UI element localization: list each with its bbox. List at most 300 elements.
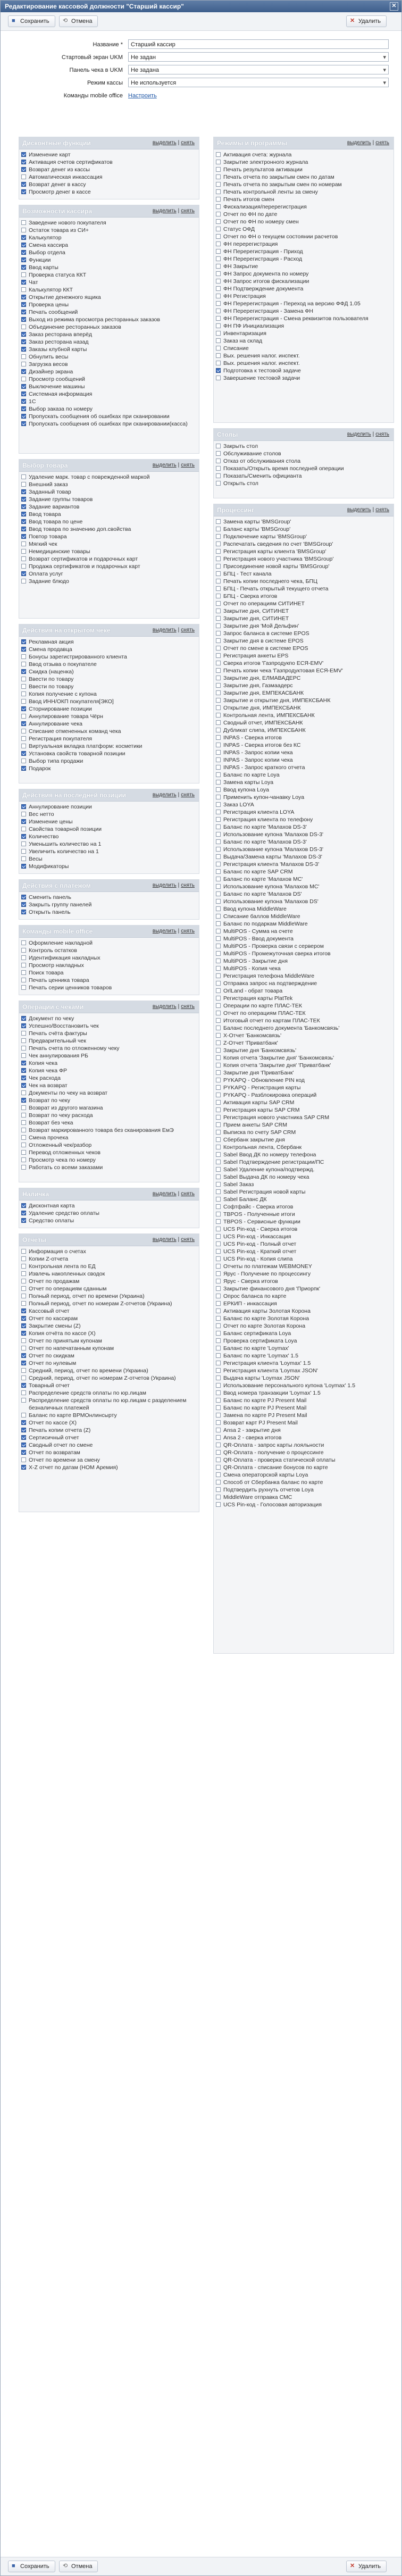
permission-checkbox[interactable] [21,384,26,389]
permission-item[interactable] [216,1434,393,1441]
permission-item[interactable] [216,801,393,808]
permission-checkbox[interactable] [21,677,26,681]
permission-checkbox[interactable] [216,1241,221,1246]
delete-button-bottom[interactable] [346,2561,387,2572]
permission-checkbox[interactable] [216,1420,221,1425]
permission-item[interactable] [216,660,393,667]
permission-item[interactable] [216,600,393,607]
permission-checkbox[interactable] [21,1443,26,1447]
permission-checkbox[interactable] [21,1279,26,1283]
permission-checkbox[interactable] [216,1465,221,1470]
permission-item[interactable] [216,615,393,622]
permission-checkbox[interactable] [21,729,26,733]
permission-item[interactable] [216,166,393,173]
permission-checkbox[interactable] [21,639,26,644]
permission-item[interactable] [216,1203,393,1211]
permission-item[interactable] [21,294,199,301]
deselect-all-link[interactable]: снять [375,140,389,146]
permission-checkbox[interactable] [21,647,26,652]
permission-item[interactable] [21,1412,199,1419]
permission-checkbox[interactable] [21,287,26,292]
permission-item[interactable] [216,1002,393,1010]
permission-item[interactable] [21,1134,199,1141]
permission-item[interactable] [216,898,393,905]
permission-checkbox[interactable] [216,832,221,837]
permission-checkbox[interactable] [21,1457,26,1462]
permission-checkbox[interactable] [21,152,26,157]
permission-checkbox[interactable] [216,1078,221,1082]
permission-item[interactable] [21,166,199,173]
select-all-link[interactable]: выделить [152,1191,177,1197]
permission-item[interactable] [216,1010,393,1017]
permission-checkbox[interactable] [216,899,221,904]
permission-item[interactable] [216,1218,393,1226]
permission-item[interactable] [216,1039,393,1047]
permission-checkbox[interactable] [216,1204,221,1209]
permission-checkbox[interactable] [21,527,26,531]
permission-checkbox[interactable] [21,955,26,960]
permission-item[interactable] [21,1045,199,1052]
permission-item[interactable] [216,563,393,570]
permission-item[interactable] [21,1449,199,1456]
permission-checkbox[interactable] [216,338,221,343]
permission-checkbox[interactable] [21,804,26,809]
permission-item[interactable] [21,1389,199,1397]
select-all-link[interactable]: выделить [152,140,177,146]
permission-checkbox[interactable] [21,834,26,839]
permission-item[interactable] [21,249,199,256]
permission-checkbox[interactable] [216,705,221,710]
permission-checkbox[interactable] [216,884,221,889]
deselect-all-link[interactable]: снять [181,1237,195,1243]
permission-checkbox[interactable] [216,249,221,254]
permission-checkbox[interactable] [216,264,221,269]
permission-item[interactable] [21,690,199,698]
permission-checkbox[interactable] [216,204,221,209]
permission-checkbox[interactable] [21,332,26,337]
permission-item[interactable] [21,555,199,563]
permission-item[interactable] [216,1114,393,1121]
permission-item[interactable] [21,398,199,405]
permission-checkbox[interactable] [216,519,221,524]
permission-checkbox[interactable] [216,444,221,448]
permission-item[interactable] [21,757,199,765]
permission-item[interactable] [21,1089,199,1097]
permission-checkbox[interactable] [216,929,221,933]
permission-checkbox[interactable] [216,795,221,799]
permission-checkbox[interactable] [216,743,221,747]
permission-item[interactable] [21,1300,199,1307]
permission-checkbox[interactable] [216,271,221,276]
permission-item[interactable] [216,764,393,771]
permission-checkbox[interactable] [216,174,221,179]
permission-checkbox[interactable] [216,571,221,576]
permission-item[interactable] [21,376,199,383]
permission-item[interactable] [21,1345,199,1352]
permission-item[interactable] [216,248,393,255]
permission-checkbox[interactable] [21,684,26,689]
permission-checkbox[interactable] [21,1420,26,1425]
permission-checkbox[interactable] [216,1249,221,1254]
permission-item[interactable] [21,698,199,705]
permission-item[interactable] [21,743,199,750]
permission-item[interactable] [21,1382,199,1389]
permission-item[interactable] [216,749,393,756]
permission-checkbox[interactable] [21,512,26,516]
permission-checkbox[interactable] [216,623,221,628]
permission-checkbox[interactable] [21,940,26,945]
permission-checkbox[interactable] [216,601,221,606]
permission-checkbox[interactable] [21,295,26,299]
permission-checkbox[interactable] [21,579,26,583]
permission-item[interactable] [216,987,393,995]
permission-item[interactable] [216,1322,393,1330]
permission-checkbox[interactable] [21,1308,26,1313]
permission-checkbox[interactable] [21,354,26,359]
permission-checkbox[interactable] [21,160,26,164]
permission-checkbox[interactable] [216,1122,221,1127]
permission-item[interactable] [216,472,393,480]
permission-item[interactable] [21,1427,199,1434]
permission-checkbox[interactable] [216,772,221,777]
permission-item[interactable] [21,1419,199,1427]
permission-checkbox[interactable] [216,906,221,911]
permission-checkbox[interactable] [216,676,221,680]
permission-item[interactable] [216,1486,393,1494]
permission-checkbox[interactable] [216,668,221,673]
permission-item[interactable] [21,1217,199,1224]
permission-checkbox[interactable] [21,339,26,344]
permission-item[interactable] [216,630,393,637]
permission-item[interactable] [21,368,199,376]
name-input[interactable]: Старший кассир [128,39,389,49]
permission-checkbox[interactable] [21,414,26,419]
permission-checkbox[interactable] [21,310,26,314]
permission-checkbox[interactable] [21,766,26,771]
permission-item[interactable] [216,727,393,734]
permission-item[interactable] [216,1144,393,1151]
permission-checkbox[interactable] [216,1457,221,1462]
permission-checkbox[interactable] [216,720,221,725]
permission-item[interactable] [216,1181,393,1188]
permission-checkbox[interactable] [216,376,221,380]
permission-item[interactable] [216,1248,393,1255]
permission-checkbox[interactable] [216,1093,221,1097]
permission-checkbox[interactable] [21,970,26,975]
permission-checkbox[interactable] [216,1026,221,1030]
permission-item[interactable] [21,855,199,863]
permission-checkbox[interactable] [21,369,26,374]
permission-item[interactable] [216,1300,393,1307]
permission-item[interactable] [216,315,393,322]
permission-checkbox[interactable] [216,1398,221,1403]
permission-checkbox[interactable] [21,1031,26,1036]
permission-checkbox[interactable] [21,1016,26,1021]
permission-checkbox[interactable] [216,787,221,792]
permission-checkbox[interactable] [216,847,221,852]
permission-checkbox[interactable] [216,549,221,554]
permission-item[interactable] [21,346,199,353]
permission-item[interactable] [21,548,199,555]
permission-item[interactable] [21,338,199,346]
permission-item[interactable] [21,496,199,503]
permission-item[interactable] [216,1337,393,1345]
select-all-link[interactable]: выделить [152,928,177,934]
permission-checkbox[interactable] [21,1105,26,1110]
permission-checkbox[interactable] [216,1271,221,1276]
permission-item[interactable] [21,894,199,901]
permission-checkbox[interactable] [21,910,26,914]
permission-item[interactable] [21,1052,199,1060]
permission-item[interactable] [216,1367,393,1374]
permission-item[interactable] [216,980,393,987]
permission-item[interactable] [21,833,199,840]
permission-item[interactable] [21,1330,199,1337]
permission-item[interactable] [216,203,393,211]
permission-item[interactable] [21,570,199,578]
permission-item[interactable] [216,1017,393,1024]
permission-checkbox[interactable] [216,735,221,740]
permission-checkbox[interactable] [216,234,221,239]
permission-item[interactable] [216,637,393,645]
permission-checkbox[interactable] [21,272,26,277]
permission-item[interactable] [21,1112,199,1119]
permission-checkbox[interactable] [21,564,26,569]
cancel-button-bottom[interactable] [59,2561,98,2572]
deselect-all-link[interactable]: снять [181,882,195,888]
permission-checkbox[interactable] [21,1098,26,1103]
permission-item[interactable] [216,540,393,548]
permission-checkbox[interactable] [216,353,221,358]
permission-item[interactable] [21,1367,199,1374]
permission-checkbox[interactable] [21,1338,26,1343]
permission-item[interactable] [216,307,393,315]
permission-checkbox[interactable] [216,1361,221,1365]
permission-checkbox[interactable] [216,1435,221,1440]
permission-checkbox[interactable] [216,988,221,993]
permission-item[interactable] [216,1062,393,1069]
permission-item[interactable] [21,264,199,271]
deselect-all-link[interactable]: снять [181,792,195,798]
permission-checkbox[interactable] [216,1003,221,1008]
permission-checkbox[interactable] [216,1368,221,1373]
permission-item[interactable] [216,1173,393,1181]
permission-checkbox[interactable] [21,362,26,366]
permission-checkbox[interactable] [216,944,221,948]
permission-checkbox[interactable] [216,586,221,591]
permission-checkbox[interactable] [216,1443,221,1447]
permission-checkbox[interactable] [216,981,221,986]
permission-checkbox[interactable] [216,839,221,844]
permission-checkbox[interactable] [21,1450,26,1455]
permission-item[interactable] [216,1121,393,1129]
permission-checkbox[interactable] [21,1128,26,1132]
permission-checkbox[interactable] [21,1211,26,1215]
permission-checkbox[interactable] [216,1011,221,1015]
permission-checkbox[interactable] [21,751,26,756]
permission-checkbox[interactable] [21,985,26,990]
permission-checkbox[interactable] [216,1212,221,1216]
permission-item[interactable] [216,173,393,181]
permission-item[interactable] [216,330,393,337]
permission-item[interactable] [216,704,393,712]
permission-checkbox[interactable] [21,1398,26,1403]
permission-item[interactable] [216,1293,393,1300]
permission-item[interactable] [21,219,199,227]
permission-item[interactable] [216,741,393,749]
permission-item[interactable] [216,337,393,345]
permission-checkbox[interactable] [21,377,26,381]
permission-item[interactable] [216,270,393,278]
select-all-link[interactable]: выделить [152,792,177,798]
permission-checkbox[interactable] [216,1487,221,1492]
permission-item[interactable] [216,1226,393,1233]
permission-checkbox[interactable] [21,265,26,270]
permission-checkbox[interactable] [216,323,221,328]
permission-item[interactable] [216,1360,393,1367]
permission-item[interactable] [21,511,199,518]
permission-checkbox[interactable] [21,963,26,968]
permission-checkbox[interactable] [21,1249,26,1254]
permission-item[interactable] [21,1097,199,1104]
permission-checkbox[interactable] [21,1316,26,1321]
permission-item[interactable] [216,607,393,615]
permission-checkbox[interactable] [21,1157,26,1162]
select-all-link[interactable]: выделить [152,1237,177,1243]
permission-item[interactable] [21,969,199,977]
permission-item[interactable] [21,286,199,294]
permission-checkbox[interactable] [216,1145,221,1149]
permission-item[interactable] [21,1270,199,1278]
permission-checkbox[interactable] [216,683,221,688]
permission-checkbox[interactable] [216,564,221,569]
permission-checkbox[interactable] [21,1286,26,1291]
select-all-link[interactable]: выделить [347,431,371,437]
permission-item[interactable] [216,548,393,555]
permission-checkbox[interactable] [21,812,26,816]
permission-checkbox[interactable] [216,1033,221,1038]
permission-checkbox[interactable] [21,1375,26,1380]
permission-item[interactable] [21,735,199,743]
permission-checkbox[interactable] [21,1068,26,1073]
permission-checkbox[interactable] [216,579,221,583]
permission-item[interactable] [216,196,393,203]
permission-item[interactable] [216,1389,393,1397]
permission-item[interactable] [216,263,393,270]
permission-item[interactable] [21,1060,199,1067]
permission-item[interactable] [21,518,199,526]
permission-item[interactable] [216,786,393,794]
permission-item[interactable] [216,734,393,741]
permission-item[interactable] [216,667,393,674]
permission-checkbox[interactable] [216,1375,221,1380]
permission-item[interactable] [216,233,393,240]
permission-checkbox[interactable] [21,1465,26,1470]
permission-item[interactable] [216,593,393,600]
permission-item[interactable] [21,563,199,570]
permission-checkbox[interactable] [216,1413,221,1418]
permission-checkbox[interactable] [21,347,26,352]
close-icon[interactable]: ✕ [390,2,398,11]
permission-checkbox[interactable] [216,1279,221,1283]
permission-checkbox[interactable] [21,174,26,179]
permission-checkbox[interactable] [21,1264,26,1269]
receipt-panel-select[interactable]: Не задана ▾ [128,65,389,74]
permission-checkbox[interactable] [216,241,221,246]
permission-item[interactable] [216,1449,393,1456]
permission-checkbox[interactable] [21,1428,26,1432]
permission-item[interactable] [21,578,199,585]
permission-item[interactable] [21,947,199,954]
permission-checkbox[interactable] [216,182,221,187]
permission-checkbox[interactable] [21,1390,26,1395]
permission-item[interactable] [216,293,393,300]
permission-checkbox[interactable] [216,854,221,859]
permission-item[interactable] [216,674,393,682]
permission-checkbox[interactable] [216,1137,221,1142]
permission-checkbox[interactable] [21,1076,26,1080]
permission-item[interactable] [216,697,393,704]
permission-item[interactable] [21,683,199,690]
permission-item[interactable] [216,300,393,307]
permission-checkbox[interactable] [216,936,221,941]
permission-checkbox[interactable] [21,1165,26,1170]
permission-item[interactable] [21,765,199,772]
permission-item[interactable] [21,188,199,196]
permission-item[interactable] [21,1360,199,1367]
permission-checkbox[interactable] [21,243,26,247]
permission-checkbox[interactable] [216,1502,221,1507]
permission-checkbox[interactable] [216,1130,221,1135]
permission-item[interactable] [216,1404,393,1412]
permission-checkbox[interactable] [216,757,221,762]
permission-item[interactable] [216,1441,393,1449]
permission-item[interactable] [21,383,199,390]
permission-checkbox[interactable] [216,891,221,896]
permission-checkbox[interactable] [216,780,221,785]
permission-checkbox[interactable] [21,1435,26,1440]
permission-item[interactable] [21,1127,199,1134]
permission-item[interactable] [216,322,393,330]
permission-item[interactable] [21,908,199,916]
permission-checkbox[interactable] [21,721,26,726]
permission-item[interactable] [216,1151,393,1158]
permission-checkbox[interactable] [21,1061,26,1065]
permission-checkbox[interactable] [216,951,221,956]
permission-item[interactable] [216,151,393,159]
permission-item[interactable] [21,309,199,316]
permission-item[interactable] [21,863,199,870]
permission-checkbox[interactable] [21,250,26,255]
permission-item[interactable] [21,1285,199,1293]
permission-item[interactable] [216,876,393,883]
permission-item[interactable] [216,1084,393,1091]
permission-item[interactable] [21,1322,199,1330]
cancel-button[interactable] [59,15,98,27]
permission-checkbox[interactable] [216,1353,221,1358]
select-all-link[interactable]: выделить [347,507,371,513]
permission-checkbox[interactable] [216,1070,221,1075]
permission-item[interactable] [21,1037,199,1045]
permission-item[interactable] [216,457,393,465]
permission-checkbox[interactable] [21,736,26,741]
permission-item[interactable] [216,1263,393,1270]
permission-item[interactable] [216,1479,393,1486]
permission-checkbox[interactable] [21,1271,26,1276]
permission-item[interactable] [216,1069,393,1077]
permission-checkbox[interactable] [216,189,221,194]
permission-checkbox[interactable] [216,1160,221,1164]
